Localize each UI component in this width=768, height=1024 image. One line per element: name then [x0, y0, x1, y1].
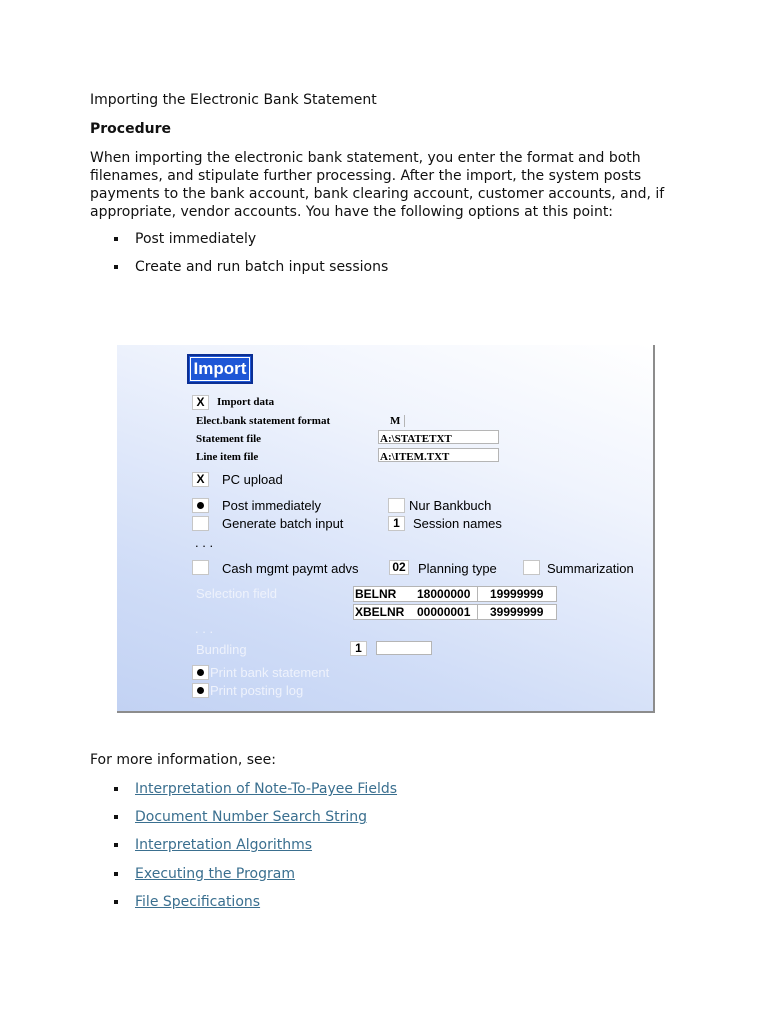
ellipsis: . . . — [195, 621, 214, 636]
generate-batch-radio[interactable] — [192, 516, 209, 531]
summarization-label: Summarization — [547, 561, 634, 576]
sel-row-1-divider — [477, 586, 478, 602]
post-immediately-label: Post immediately — [222, 498, 321, 513]
procedure-heading: Procedure — [90, 121, 171, 137]
link-note-to-payee[interactable]: Interpretation of Note-To-Payee Fields — [135, 781, 398, 797]
link-file-specifications[interactable]: File Specifications — [135, 893, 261, 910]
line-item-label: Line item file — [196, 451, 259, 463]
bundling-field[interactable]: 1 — [350, 641, 367, 656]
planning-type-field[interactable]: 02 — [389, 560, 409, 575]
procedure-paragraph: When importing the electronic bank statement, you enter the format and both filenames, and stipulate further processing. After the import, the system posts payments to the bank account, bank clearing account, customer accounts, and, if appropriate, vendor accounts. You have the following options at this point: — [90, 150, 665, 220]
list-item — [90, 865, 397, 893]
print-posting-log-radio[interactable] — [192, 683, 209, 698]
statement-file-value: A:\STATETXT — [380, 433, 452, 445]
list-item — [90, 808, 397, 836]
sel-row-2-from: 00000001 — [417, 605, 471, 619]
list-item: Post immediately — [90, 230, 388, 258]
bundling-extra-field[interactable] — [376, 641, 432, 655]
generate-batch-label: Generate batch input — [222, 516, 344, 531]
selection-field-label: Selection field — [196, 586, 277, 601]
format-field-edge — [404, 415, 405, 427]
sel-row-1-to: 19999999 — [490, 587, 544, 601]
links-list — [90, 780, 397, 921]
import-data-label: Import data — [217, 396, 275, 408]
options-list — [90, 230, 388, 286]
format-value[interactable]: M — [390, 415, 401, 427]
bundling-label: Bundling — [196, 642, 247, 657]
doc-title: Importing the Electronic Bank Statement — [90, 92, 377, 108]
cash-mgmt-label: Cash mgmt paymt advs — [222, 561, 359, 576]
cash-mgmt-checkbox[interactable] — [192, 560, 209, 575]
link-doc-number-search[interactable]: Document Number Search String — [135, 809, 367, 826]
pc-upload-checkbox[interactable]: X — [192, 472, 209, 487]
print-posting-log-label: Print posting log — [210, 683, 304, 698]
nur-bankbuch-checkbox[interactable] — [388, 498, 405, 513]
link-executing-program[interactable]: Executing the Program — [135, 865, 295, 882]
import-screenshot — [117, 345, 655, 713]
link-interpretation-algorithms[interactable]: Interpretation Algorithms — [135, 837, 313, 854]
sel-row-1-from: 18000000 — [417, 587, 471, 601]
list-item — [90, 836, 397, 864]
post-immediately-radio[interactable] — [192, 498, 209, 513]
list-item: Create and run batch input sessions — [90, 258, 388, 286]
sel-row-2-divider — [477, 604, 478, 620]
screen-title: Import — [187, 354, 253, 384]
statement-file-label: Statement file — [196, 433, 262, 445]
nur-bankbuch-label: Nur Bankbuch — [409, 498, 492, 513]
session-names-label: Session names — [413, 516, 502, 531]
sel-row-2-field-name: XBELNR — [355, 605, 405, 619]
summarization-checkbox[interactable] — [523, 560, 540, 575]
print-bank-statement-radio[interactable] — [192, 665, 209, 680]
pc-upload-label: PC upload — [222, 472, 283, 487]
sel-row-1-field-name: BELNR — [355, 587, 397, 601]
sel-row-2-to: 39999999 — [490, 605, 544, 619]
format-label: Elect.bank statement format — [196, 415, 331, 427]
planning-type-label: Planning type — [418, 561, 497, 576]
line-item-value: A:\ITEM.TXT — [380, 451, 450, 463]
session-names-field[interactable]: 1 — [388, 516, 405, 531]
ellipsis: . . . — [195, 535, 214, 550]
list-item — [90, 893, 397, 921]
list-item — [90, 780, 397, 808]
print-bank-statement-label: Print bank statement — [210, 665, 330, 680]
more-info-label: For more information, see: — [90, 752, 276, 768]
import-data-checkbox[interactable]: X — [192, 395, 209, 410]
